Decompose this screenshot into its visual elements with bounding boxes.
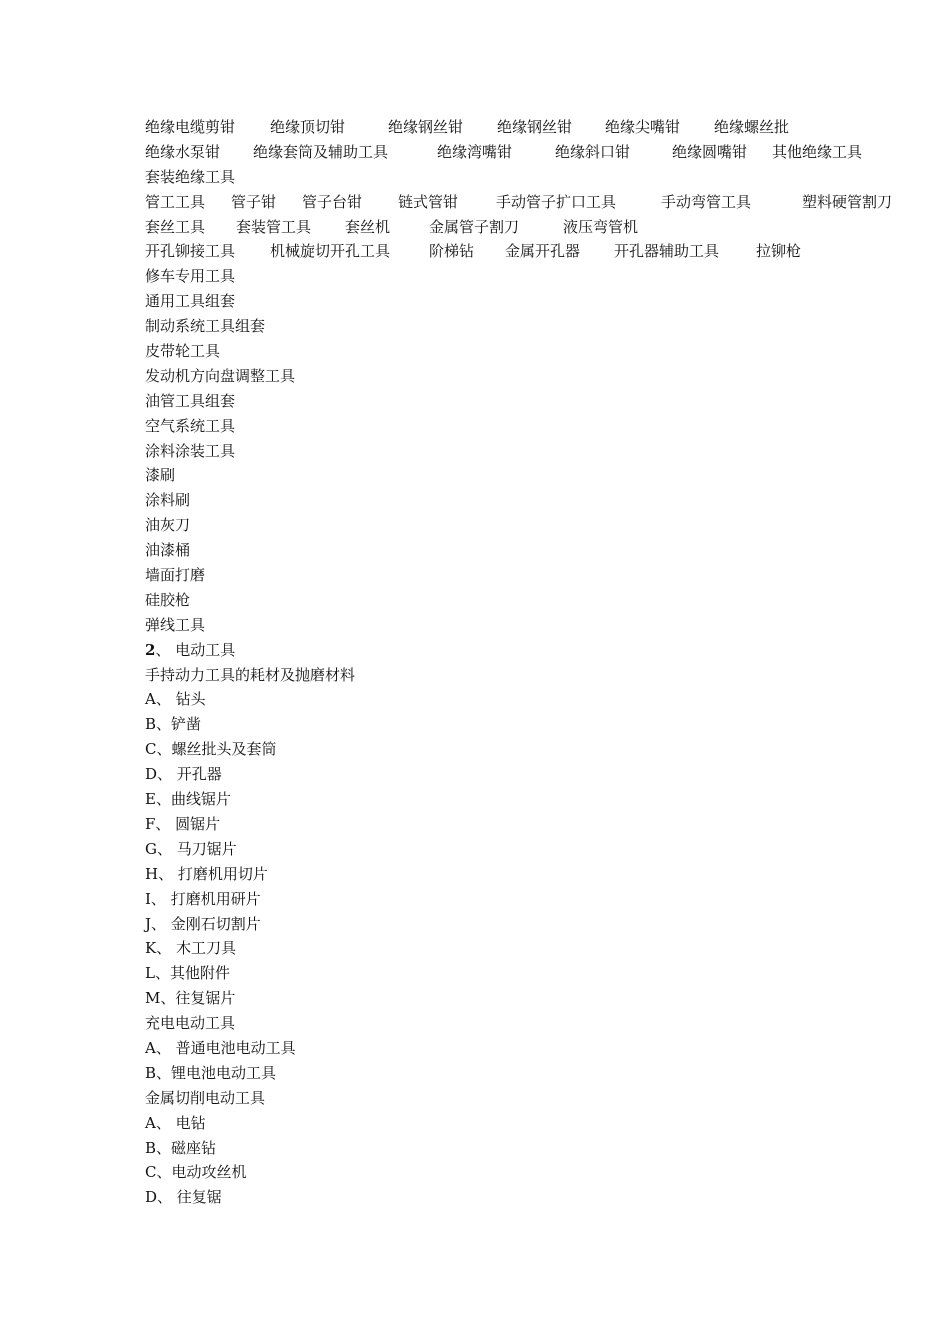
text-line	[145, 986, 935, 1011]
text-line	[145, 1061, 935, 1086]
text-line	[145, 1011, 935, 1036]
list-item: I、 打磨机用研片	[145, 889, 261, 908]
list-item: 拉铆枪	[756, 242, 802, 261]
list-item: 皮带轮工具	[145, 342, 221, 361]
list-item: J、 金刚石切割片	[145, 914, 261, 933]
list-item: K、 木工刀具	[145, 939, 236, 958]
list-item: B、磁座钻	[145, 1138, 217, 1157]
list-item: 制动系统工具组套	[145, 317, 266, 336]
list-item: 绝缘电缆剪钳	[145, 118, 236, 136]
list-item: A、 电钻	[145, 1113, 206, 1132]
list-item: L、其他附件	[145, 964, 230, 983]
text-line	[145, 513, 935, 538]
list-item: 管子台钳	[302, 192, 363, 211]
list-item: 绝缘套筒及辅助工具	[253, 142, 389, 161]
list-item: 阶梯钻	[429, 242, 475, 261]
list-item: 金属切削电动工具	[145, 1088, 266, 1107]
section-heading	[145, 638, 935, 663]
list-item: 绝缘钢丝钳	[497, 118, 573, 136]
list-item: 机械旋切开孔工具	[270, 242, 391, 261]
text-line	[145, 912, 935, 937]
list-item: F、 圆锯片	[145, 814, 221, 833]
list-item: 其他绝缘工具	[772, 142, 863, 161]
list-item: 弹线工具	[145, 615, 206, 634]
text-line	[145, 737, 935, 762]
text-line	[145, 961, 935, 986]
text-line	[145, 1036, 935, 1061]
text-line	[145, 887, 935, 912]
list-item: 手动管子扩口工具	[496, 192, 617, 211]
list-item: 绝缘水泵钳	[145, 142, 221, 161]
text-line	[145, 613, 935, 638]
text-line	[145, 663, 935, 688]
list-item: 绝缘螺丝批	[714, 118, 790, 136]
text-line	[145, 538, 935, 563]
list-item: 塑料硬管割刀	[802, 192, 893, 211]
list-item: 墙面打磨	[145, 566, 206, 585]
text-line	[145, 712, 935, 737]
list-item: G、 马刀锯片	[145, 839, 237, 858]
list-item: 开孔铆接工具	[145, 242, 236, 261]
text-line	[145, 1136, 935, 1161]
list-item: 油管工具组套	[145, 391, 236, 410]
list-item: 绝缘斜口钳	[555, 142, 631, 161]
list-item: M、往复锯片	[145, 989, 236, 1008]
list-item: 绝缘钢丝钳	[388, 118, 464, 136]
text-line	[145, 1111, 935, 1136]
list-item: 金属开孔器	[505, 242, 581, 261]
list-item: 绝缘尖嘴钳	[605, 118, 681, 136]
list-item: 金属管子割刀	[429, 217, 520, 236]
list-item: 套丝工具	[145, 217, 206, 236]
text-line	[145, 787, 935, 812]
text-line	[145, 812, 935, 837]
list-item: 漆刷	[145, 466, 176, 485]
text-line	[145, 289, 935, 314]
list-item: 发动机方向盘调整工具	[145, 366, 296, 385]
list-item: C、电动攻丝机	[145, 1163, 247, 1182]
text-line	[145, 215, 935, 240]
list-item: 绝缘湾嘴钳	[437, 142, 513, 161]
list-item: B、铲凿	[145, 715, 202, 734]
text-line	[145, 588, 935, 613]
list-item: 套装绝缘工具	[145, 167, 236, 186]
list-item: 油灰刀	[145, 516, 191, 535]
list-item: 通用工具组套	[145, 292, 236, 311]
text-line	[145, 339, 935, 364]
document-body	[145, 115, 935, 1210]
list-item: 管工工具	[145, 192, 206, 211]
text-line	[145, 687, 935, 712]
text-line	[145, 762, 935, 787]
list-item: 油漆桶	[145, 541, 191, 560]
text-line	[145, 1086, 935, 1111]
list-item: C、螺丝批头及套筒	[145, 740, 277, 759]
list-item: 液压弯管机	[563, 217, 639, 236]
text-line	[145, 463, 935, 488]
text-line	[145, 165, 935, 190]
text-line	[145, 488, 935, 513]
list-item: A、 钻头	[145, 690, 206, 709]
text-line	[145, 563, 935, 588]
text-line	[145, 862, 935, 887]
text-line	[145, 1185, 935, 1210]
text-line	[145, 439, 935, 464]
text-line	[145, 936, 935, 961]
list-item: 套装管工具	[236, 217, 312, 236]
list-item: 充电电动工具	[145, 1014, 236, 1033]
list-item: 手持动力工具的耗材及抛磨材料	[145, 665, 356, 684]
list-item: 开孔器辅助工具	[614, 242, 720, 261]
list-item: 涂料涂装工具	[145, 441, 236, 460]
text-line	[145, 115, 935, 140]
list-item: 管子钳	[231, 192, 277, 211]
text-line	[145, 239, 935, 264]
list-item: E、曲线锯片	[145, 790, 231, 809]
list-item: 空气系统工具	[145, 416, 236, 435]
list-item: 手动弯管工具	[661, 192, 752, 211]
list-item: 硅胶枪	[145, 590, 191, 609]
text-line	[145, 389, 935, 414]
text-line	[145, 314, 935, 339]
section-number: 2	[145, 640, 156, 659]
list-item: H、 打磨机用切片	[145, 864, 268, 883]
text-line	[145, 140, 935, 165]
text-line	[145, 1160, 935, 1185]
list-item: 绝缘顶切钳	[270, 118, 346, 136]
list-item: 涂料刷	[145, 491, 191, 510]
list-item: 绝缘圆嘴钳	[672, 142, 748, 161]
list-item: B、锂电池电动工具	[145, 1063, 277, 1082]
text-line	[145, 414, 935, 439]
section-title: 、 电动工具	[155, 640, 236, 659]
list-item: D、 往复锯	[145, 1188, 222, 1207]
list-item: A、 普通电池电动工具	[145, 1038, 296, 1057]
text-line	[145, 364, 935, 389]
text-line	[145, 190, 935, 215]
list-item: 套丝机	[345, 217, 391, 236]
text-line	[145, 837, 935, 862]
list-item: 修车专用工具	[145, 267, 236, 286]
text-line	[145, 264, 935, 289]
list-item: 链式管钳	[398, 192, 459, 211]
list-item: D、 开孔器	[145, 765, 222, 784]
